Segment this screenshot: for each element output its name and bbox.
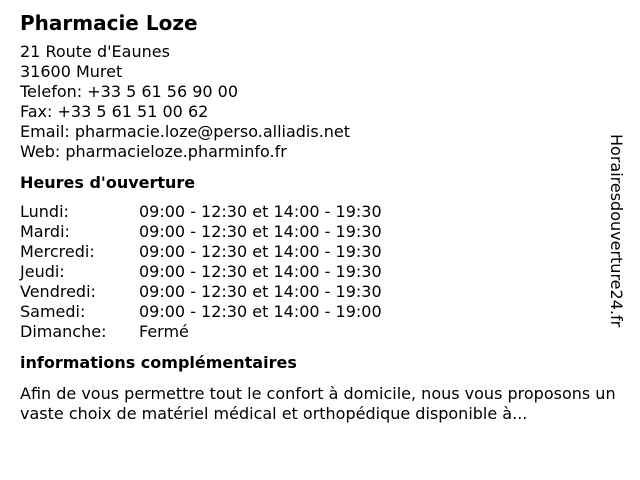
phone-line: Telefon: +33 5 61 56 90 00	[20, 82, 239, 101]
web-line: Web: pharmacieloze.pharminfo.fr	[20, 142, 287, 161]
hours-time: 09:00 - 12:30 et 14:00 - 19:30	[139, 282, 382, 301]
hours-row-sunday	[20, 322, 620, 342]
info-text: Afin de vous permettre tout le confort à domicile, nous vous proposons un vaste choix de matériel médical et orthopédique disponible à...	[20, 384, 616, 423]
hours-time: 09:00 - 12:30 et 14:00 - 19:30	[139, 202, 382, 221]
hours-row-thursday	[20, 262, 620, 282]
hours-day: Jeudi:	[20, 262, 65, 281]
site-watermark: Horairesdouverture24.fr	[607, 134, 626, 328]
hours-time: 09:00 - 12:30 et 14:00 - 19:30	[139, 262, 382, 281]
hours-row-wednesday	[20, 242, 620, 262]
hours-row-friday	[20, 282, 620, 302]
hours-day: Lundi:	[20, 202, 69, 221]
address-line-2: 31600 Muret	[20, 62, 123, 81]
hours-time: 09:00 - 12:30 et 14:00 - 19:00	[139, 302, 382, 321]
pharmacy-card	[20, 10, 620, 424]
hours-row-tuesday	[20, 222, 620, 242]
info-heading: informations complémentaires	[20, 353, 297, 372]
hours-row-saturday	[20, 302, 620, 322]
hours-day: Mercredi:	[20, 242, 95, 261]
hours-time: 09:00 - 12:30 et 14:00 - 19:30	[139, 242, 382, 261]
hours-time: 09:00 - 12:30 et 14:00 - 19:30	[139, 222, 382, 241]
address-line-1: 21 Route d'Eaunes	[20, 42, 170, 61]
email-line: Email: pharmacie.loze@perso.alliadis.net	[20, 122, 351, 141]
hours-heading: Heures d'ouverture	[20, 173, 196, 192]
fax-line: Fax: +33 5 61 51 00 62	[20, 102, 209, 121]
hours-day: Mardi:	[20, 222, 70, 241]
page-title: Pharmacie Loze	[20, 11, 198, 35]
hours-row-monday	[20, 202, 620, 222]
hours-day: Dimanche:	[20, 322, 107, 341]
hours-day: Samedi:	[20, 302, 86, 321]
hours-time: Fermé	[139, 322, 189, 341]
hours-day: Vendredi:	[20, 282, 96, 301]
